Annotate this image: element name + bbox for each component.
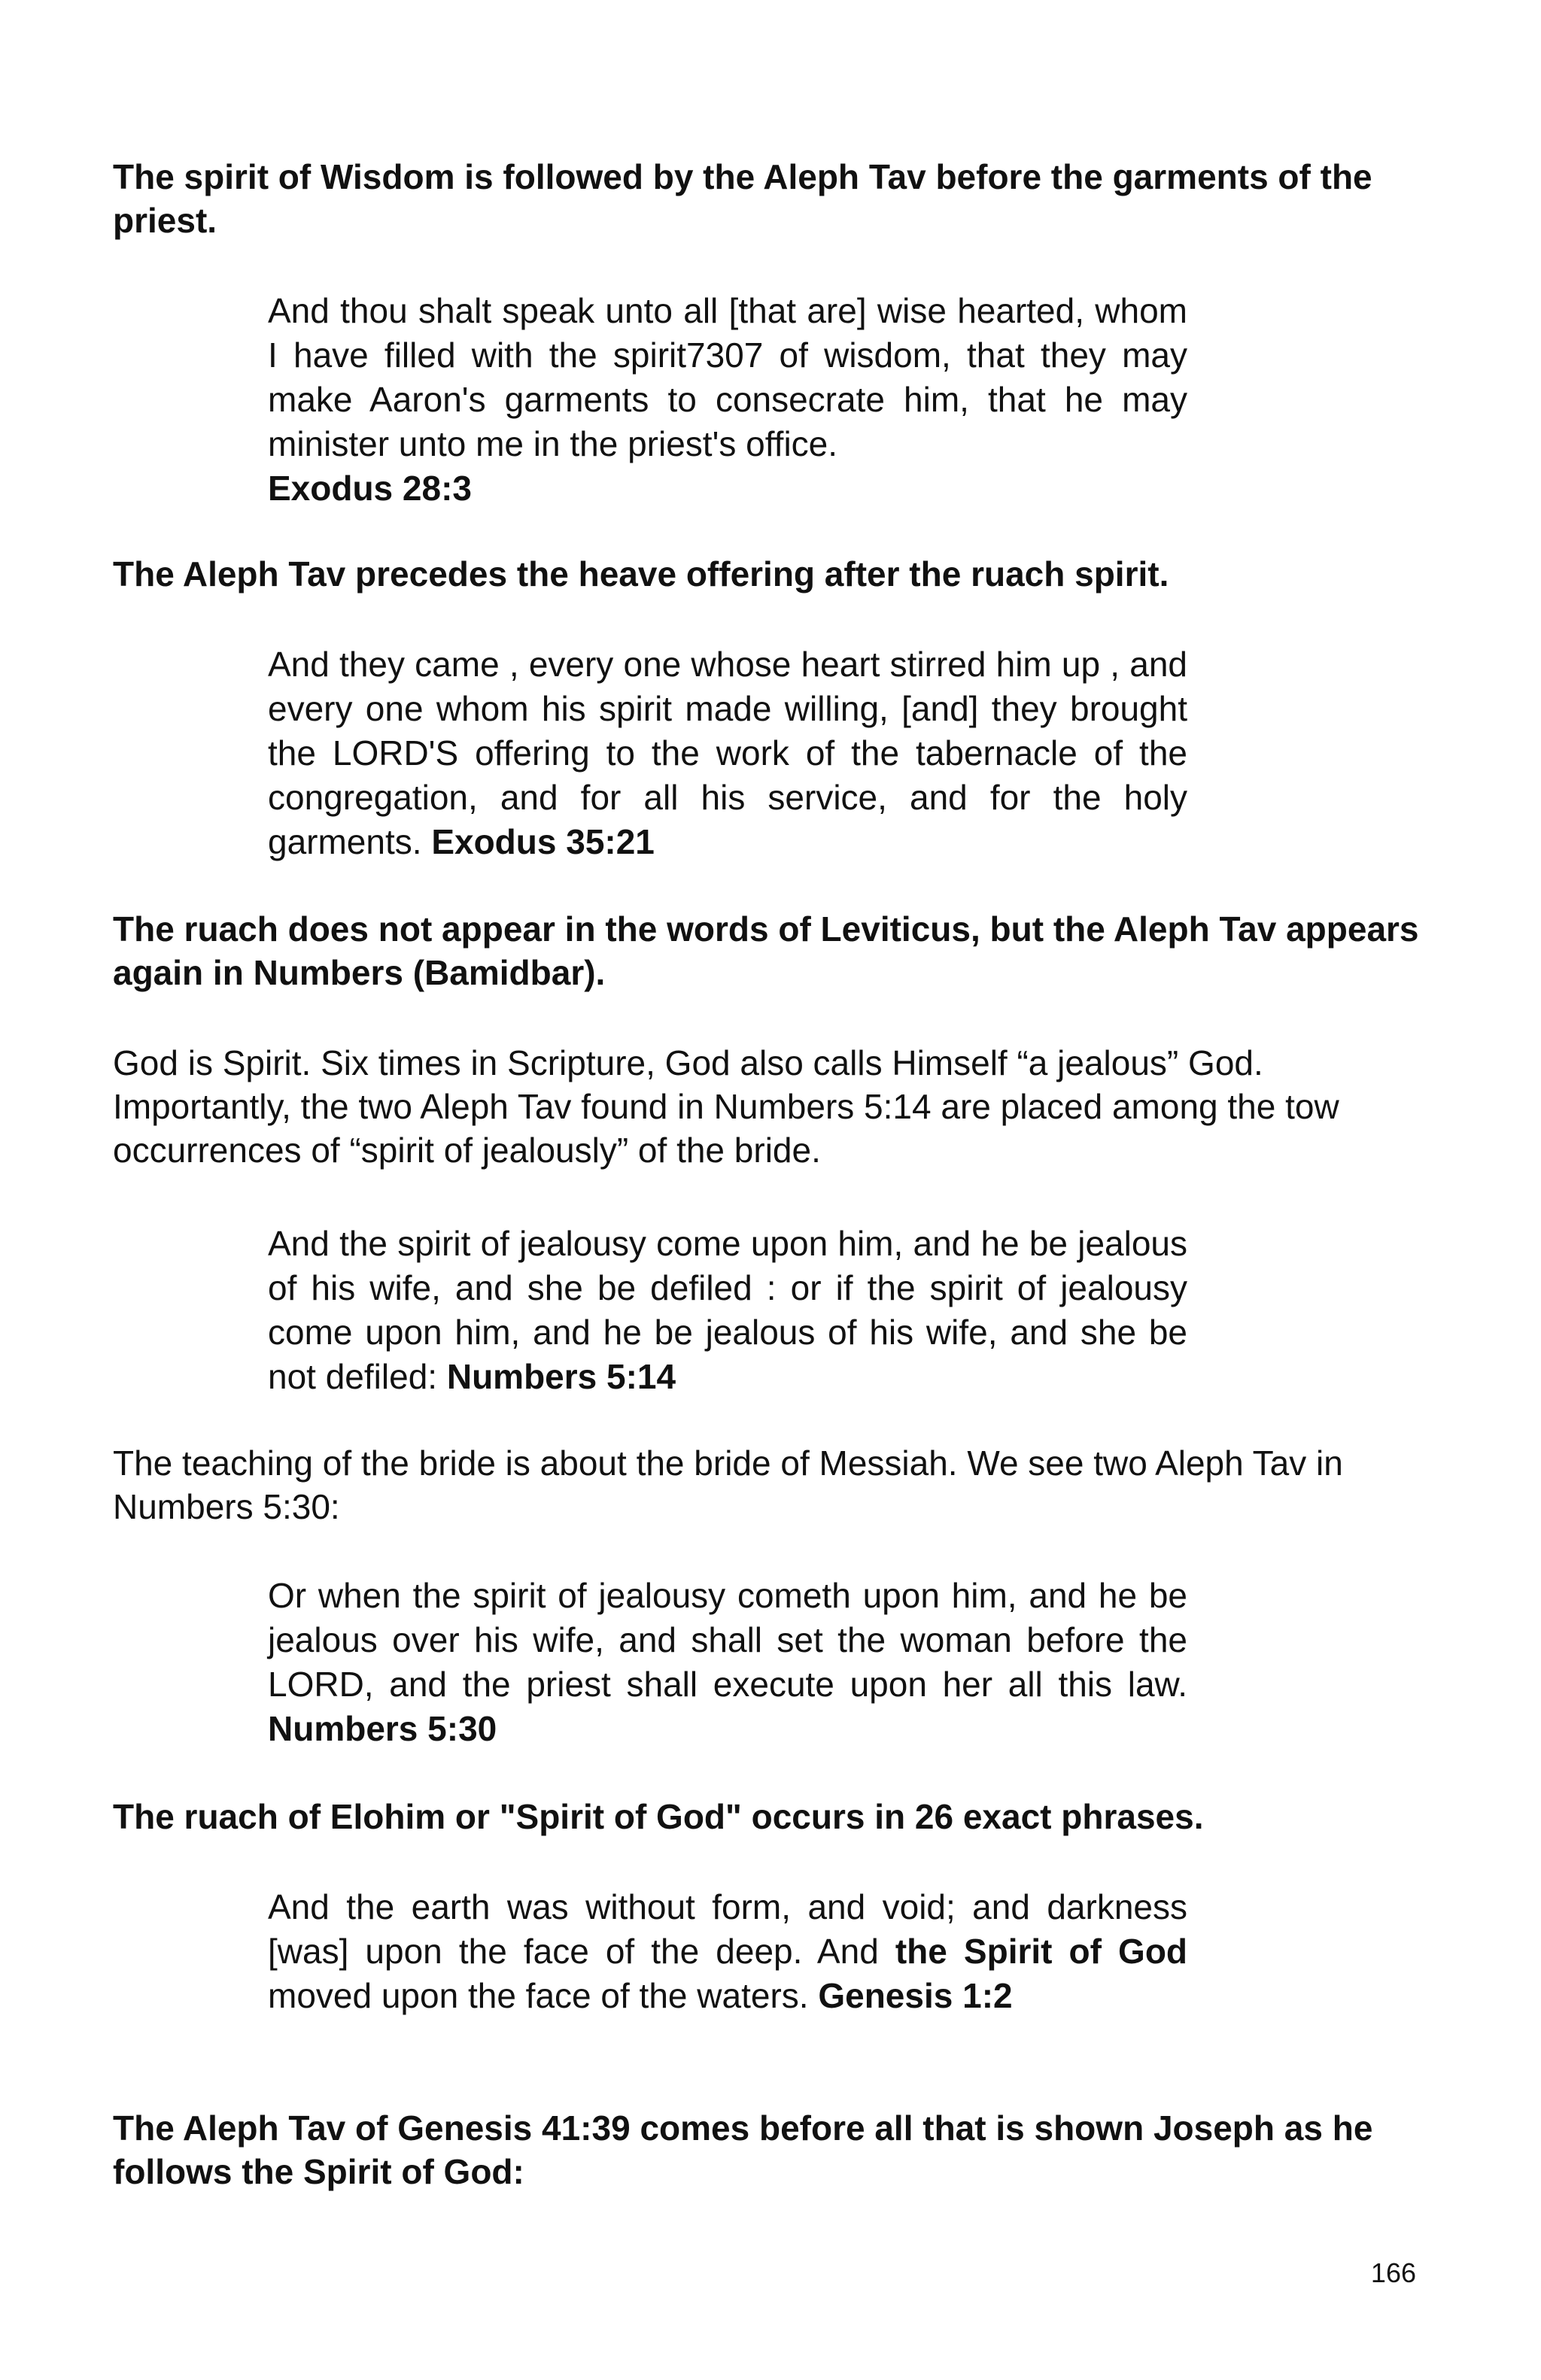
- scripture-reference: Numbers 5:30: [268, 1709, 497, 1748]
- quote-text: And the spirit of jealousy come upon him, and he be jealous of his wife, and she be defiled : or if the spirit of jealousy come upon him, and he be jealous of his wife, and she be not defiled:: [268, 1224, 1187, 1396]
- quote-text: moved upon the face of the waters.: [268, 1976, 809, 2015]
- scripture-reference: Exodus 28:3: [268, 469, 472, 508]
- scripture-reference: Genesis 1:2: [818, 1976, 1013, 2015]
- body-paragraph: The teaching of the bride is about the bride of Messiah. We see two Aleph Tav in Numbers 5:30:: [113, 1443, 1343, 1526]
- section-heading: The ruach does not appear in the words of Leviticus, but the Aleph Tav appears again in Numbers (Bamidbar).: [113, 909, 1419, 992]
- scripture-quote: [268, 1885, 1187, 2018]
- scripture-quote: [268, 289, 1187, 511]
- section-heading: The spirit of Wisdom is followed by the Aleph Tav before the garments of the priest.: [113, 157, 1372, 240]
- scripture-quote: [268, 1574, 1187, 1751]
- body-paragraph: God is Spirit. Six times in Scripture, God also calls Himself “a jealous” God. Importantly, the two Aleph Tav found in Numbers 5:14 are placed among the tow occurrences of “spirit of jealously” of the bride.: [113, 1043, 1339, 1170]
- section-heading: The Aleph Tav of Genesis 41:39 comes before all that is shown Joseph as he follows the Spirit of God:: [113, 2108, 1373, 2191]
- quote-emphasis: the Spirit of God: [895, 1932, 1188, 1971]
- scripture-quote: [268, 642, 1187, 864]
- section-heading: The ruach of Elohim or "Spirit of God" occurs in 26 exact phrases.: [113, 1797, 1204, 1836]
- quote-text: Or when the spirit of jealousy cometh upon him, and he be jealous over his wife, and shall set the woman before the LORD, and the priest shall execute upon her all this law.: [268, 1576, 1187, 1704]
- quote-text: And they came , every one whose heart stirred him up , and every one whom his spirit made willing, [and] they brought the LORD'S offering to the work of the tabernacle of the congregation, and for all his service, and for the holy garments.: [268, 645, 1187, 861]
- scripture-reference: Numbers 5:14: [446, 1357, 676, 1396]
- scripture-reference: Exodus 35:21: [431, 822, 655, 861]
- quote-text: And the earth was without form, and void; and darkness [was] upon the face of the deep. And: [268, 1887, 1187, 1971]
- quote-text: And thou shalt speak unto all [that are] wise hearted, whom I have filled with the spirit7307 of wisdom, that they may make Aaron's garments to consecrate him, that he may minister unto me in the priest's office.: [268, 291, 1187, 463]
- section-heading: The Aleph Tav precedes the heave offering after the ruach spirit.: [113, 554, 1169, 593]
- page-number: 166: [1370, 2257, 1416, 2288]
- scripture-quote: [268, 1222, 1187, 1399]
